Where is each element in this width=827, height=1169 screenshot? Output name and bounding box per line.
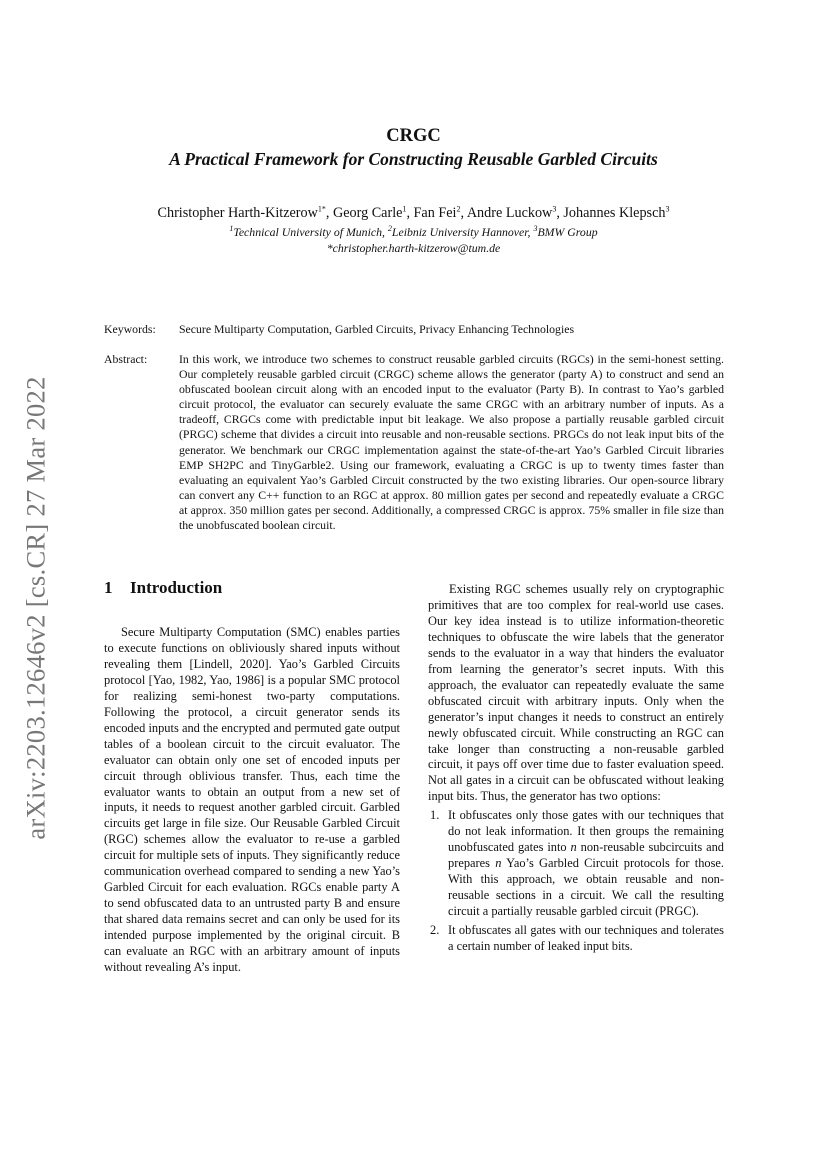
author-sep: , [325, 205, 333, 221]
arxiv-sidebar [16, 358, 56, 858]
author-name: Johannes Klepsch [563, 205, 666, 221]
author-list [0, 205, 827, 222]
author [158, 205, 333, 221]
author [414, 205, 467, 221]
list-item-text: It obfuscates all gates with our techniques and tolerates a certain number of leaked input bits. [448, 923, 724, 953]
intro-column-right [428, 582, 724, 958]
affil-sep: , [381, 225, 388, 239]
author [467, 205, 564, 221]
affil-sep: , [527, 225, 534, 239]
affil-sup: 1 [229, 224, 234, 234]
intro-paragraph-left: Secure Multiparty Computation (SMC) enables parties to execute functions on obliviously shared inputs without revealing them [Lindell, 2020]. Yao’s Garbled Circuits protocol [Yao, 1982, Yao, 1986] is a popular SMC protocol for realizing semi-honest two-party computations. Following the protocol, a circuit generator sends its encoded inputs and the encrypted and permuted gate output tables of a boolean circuit to the circuit evaluator. The evaluator can obtain only one set of encoded inputs per circuit through oblivious transfer. Thus, each time the evaluator wants to obtain an output from a new set of inputs, it needs to request another garbled circuit. Garbled circuits get large in file size. Our Reusable Garbled Circuit (RGC) schemes allow the evaluator to re-use a garbled circuit for multiple sets of inputs. They significantly reduce communication overhead compared to sending a new Yao’s Garbled Circuit for each evaluation. RGCs enable party A to send obfuscated data to an untrusted party B and ensure that shared data remains secret and can only be used for its intended purpose implemented by the original circuit. B can evaluate an RGC with an arbitrary amount of inputs without revealing A’s input. [104, 625, 400, 975]
author-email: *christopher.harth-kitzerow@tum.de [326, 241, 501, 255]
author-name: Christopher Harth-Kitzerow [157, 205, 318, 221]
math-variable: n [570, 840, 577, 855]
section-title: Introduction [130, 578, 223, 597]
list-item [428, 923, 724, 955]
author-sep: , [556, 205, 564, 221]
section-number: 1 [104, 578, 113, 597]
math-variable: n [495, 856, 502, 871]
affil-name: BMW Group [537, 225, 598, 239]
keywords-label: Keywords: [104, 322, 156, 336]
intro-paragraph-right: Existing RGC schemes usually rely on cryptographic primitives that are too complex for real-world use cases. Our key idea instead is to utilize information-theoretic techniques to obfuscate the wire labels that the generator sends to the evaluator in a way that hinders the evaluator from learning the generator’s secret inputs. With this approach, the evaluator can repeatedly evaluate the same obfuscated circuit with arbitrary inputs. Only when the generator’s input changes it needs to construct an entirely newly obfuscated circuit. While constructing an RGC can take longer than constructing a non-reusable garbled circuit, it pays off over time due to faster evaluation speed. Not all gates in a circuit can be obfuscated without leaking input bits. Thus, the generator has two options: [428, 582, 724, 804]
author-affil-sup: 2 [456, 204, 461, 214]
author-name: Georg Carle [332, 205, 403, 221]
abstract-text: In this work, we introduce two schemes to construct reusable garbled circuits (RGCs) in the semi-honest setting. Our completely reusable garbled circuit (CRGC) scheme allows the generator (party A) to construct and send an obfuscated boolean circuit along with an encoded input to the evaluator (Party B). In contrast to Yao’s garbled circuit protocol, the evaluator can securely evaluate the same CRGC with an arbitrary number of inputs. As a tradeoff, CRGCs come with predictable input bit leakage. We also propose a partially reusable garbled circuit (PRGC) scheme that divides a circuit into reusable and non-reusable sections. PRGCs do not leak input bits of the generator. We benchmark our CRGC implementation against the state-of-the-art Yao’s Garbled Circuit libraries EMP SH2PC and TinyGarble2. Using our framework, evaluating a CRGC is up to twenty times faster than evaluating an equivalent Yao’s Garbled Circuit constructed by the two existing libraries. Our open-source library can convert any C++ function to an RGC at approx. 80 million gates per second and repeatedly evaluate a CRGC at approx. 350 million gates per second. Additionally, a compressed CRGC is approx. 75% smaller in file size than the unobfuscated boolean circuit. [179, 352, 724, 533]
author-affil-sup: 1 [402, 204, 407, 214]
list-item-number: 2. [430, 923, 440, 938]
arxiv-identifier: arXiv:2203.12646v2 [cs.CR] 27 Mar 2022 [20, 376, 51, 840]
author-affil-sup: 3 [665, 204, 670, 214]
author [563, 205, 669, 221]
affil-sup: 3 [533, 224, 538, 234]
author [333, 205, 414, 221]
list-item-text: non-reusable subcircuits and prepares [448, 840, 724, 871]
author-sep: , [406, 205, 414, 221]
author-name: Andre Luckow [466, 205, 553, 221]
options-list [428, 808, 724, 955]
keywords-text: Secure Multiparty Computation, Garbled Circuits, Privacy Enhancing Technologies [179, 322, 575, 336]
abstract-label: Abstract: [104, 352, 148, 366]
affil-sup: 2 [387, 224, 392, 234]
affil-name: Leibniz University Hannover [391, 225, 528, 239]
paper-title: CRGC [386, 126, 441, 146]
section-heading [104, 578, 222, 598]
list-item-text: Yao’s Garbled Circuit protocols for those. With this approach, we obtain reusable and non-reusable sections in a circuit. We call the resulting circuit a partially reusable garbled circuit (PRGC). [448, 856, 724, 919]
author-sep: , [460, 205, 467, 221]
affiliation-list [0, 225, 827, 240]
paper-subtitle: A Practical Framework for Constructing Reusable Garbled Circuits [169, 149, 658, 169]
affil-name: Technical University of Munich [233, 225, 382, 239]
list-item-text: It obfuscates only those gates with our techniques that do not leak information. It then groups the remaining unobfuscated gates into [448, 808, 724, 855]
list-item [428, 808, 724, 920]
author-affil-sup: 1* [317, 204, 326, 214]
author-name: Fan Fei [413, 205, 457, 221]
author-affil-sup: 3 [552, 204, 557, 214]
list-item-number: 1. [430, 808, 440, 823]
